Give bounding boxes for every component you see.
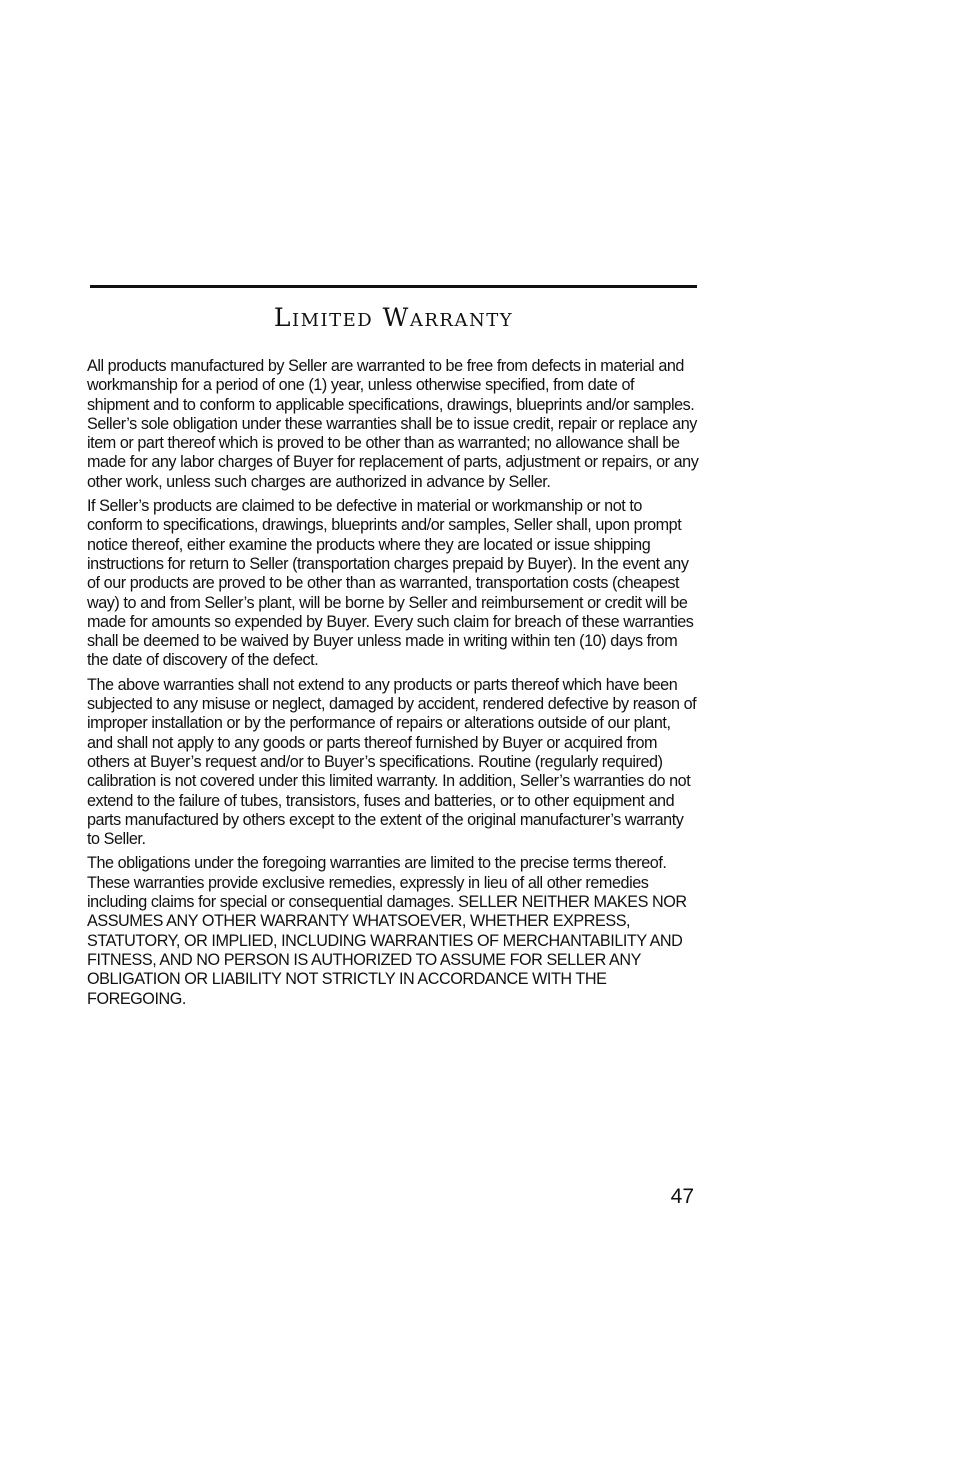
paragraph-exclusions: The above warranties shall not extend to any products or parts thereof which have been subjected to any misuse or neglect, damaged by accident, rendered defective by reason of improper installation or by the performance of repairs or alterations outside of our plant, and shall not apply to any goods or parts thereof furnished by Buyer or acquired from others at Buyer’s request and/or to Buyer’s specifications. Routine (regularly required) calibration is not covered under this limited warranty. In addition, Seller’s warranties do not extend to the failure of tubes, transistors, fuses and batteries, or to other equipment and parts manufactured by others except to the extent of the original manufacturer’s warranty to Seller. <box>87 675 697 849</box>
page-title: Limited Warranty <box>273 303 514 332</box>
page-number: 47 <box>670 1185 694 1208</box>
title-rule <box>90 285 697 288</box>
paragraph-limitations: The obligations under the foregoing warranties are limited to the precise terms thereof. These warranties provide exclusive remedies, expressly in lieu of all other remedies including claims for special or consequential damages. SELLER NEITHER MAKES NOR ASSUMES ANY OTHER WARRANTY WHATSOEVER, WHETHER EXPRESS, STATUTORY, OR IMPLIED, INCLUDING WARRANTIES OF MERCHANTABILITY AND FITNESS, AND NO PERSON IS AUTHORIZED TO ASSUME FOR SELLER ANY OBLIGATION OR LIABILITY NOT STRICTLY IN ACCORDANCE WITH THE FOREGOING. <box>87 854 687 1008</box>
warranty-body <box>87 357 699 1014</box>
paragraph-warranty-terms: All products manufactured by Seller are warranted to be free from defects in material and workmanship for a period of one (1) year, unless otherwise specified, from date of shipment and to conform to applicable specifications, drawings, blueprints and/or samples. Seller’s sole obligation under these warranties shall be to issue credit, repair or replace any item or part thereof which is proved to be other than as warranted; no allowance shall be made for any labor charges of Buyer for replacement of parts, adjustment or repairs, or any other work, unless such charges are authorized in advance by Seller. <box>87 357 699 491</box>
paragraph-defect-claims: If Seller’s products are claimed to be defective in material or workmanship or not to conform to specifications, drawings, blueprints and/or samples, Seller shall, upon prompt notice thereof, either examine the products where they are located or issue shipping instructions for return to Seller (transportation charges prepaid by Buyer). In the event any of our products are proved to be other than as warranted, transportation costs (cheapest way) to and from Seller’s plant, will be borne by Seller and reimbursement or credit will be made for amounts so expended by Buyer. Every such claim for breach of these warranties shall be deemed to be waived by Buyer unless made in writing within ten (10) days from the date of discovery of the defect. <box>87 497 694 670</box>
